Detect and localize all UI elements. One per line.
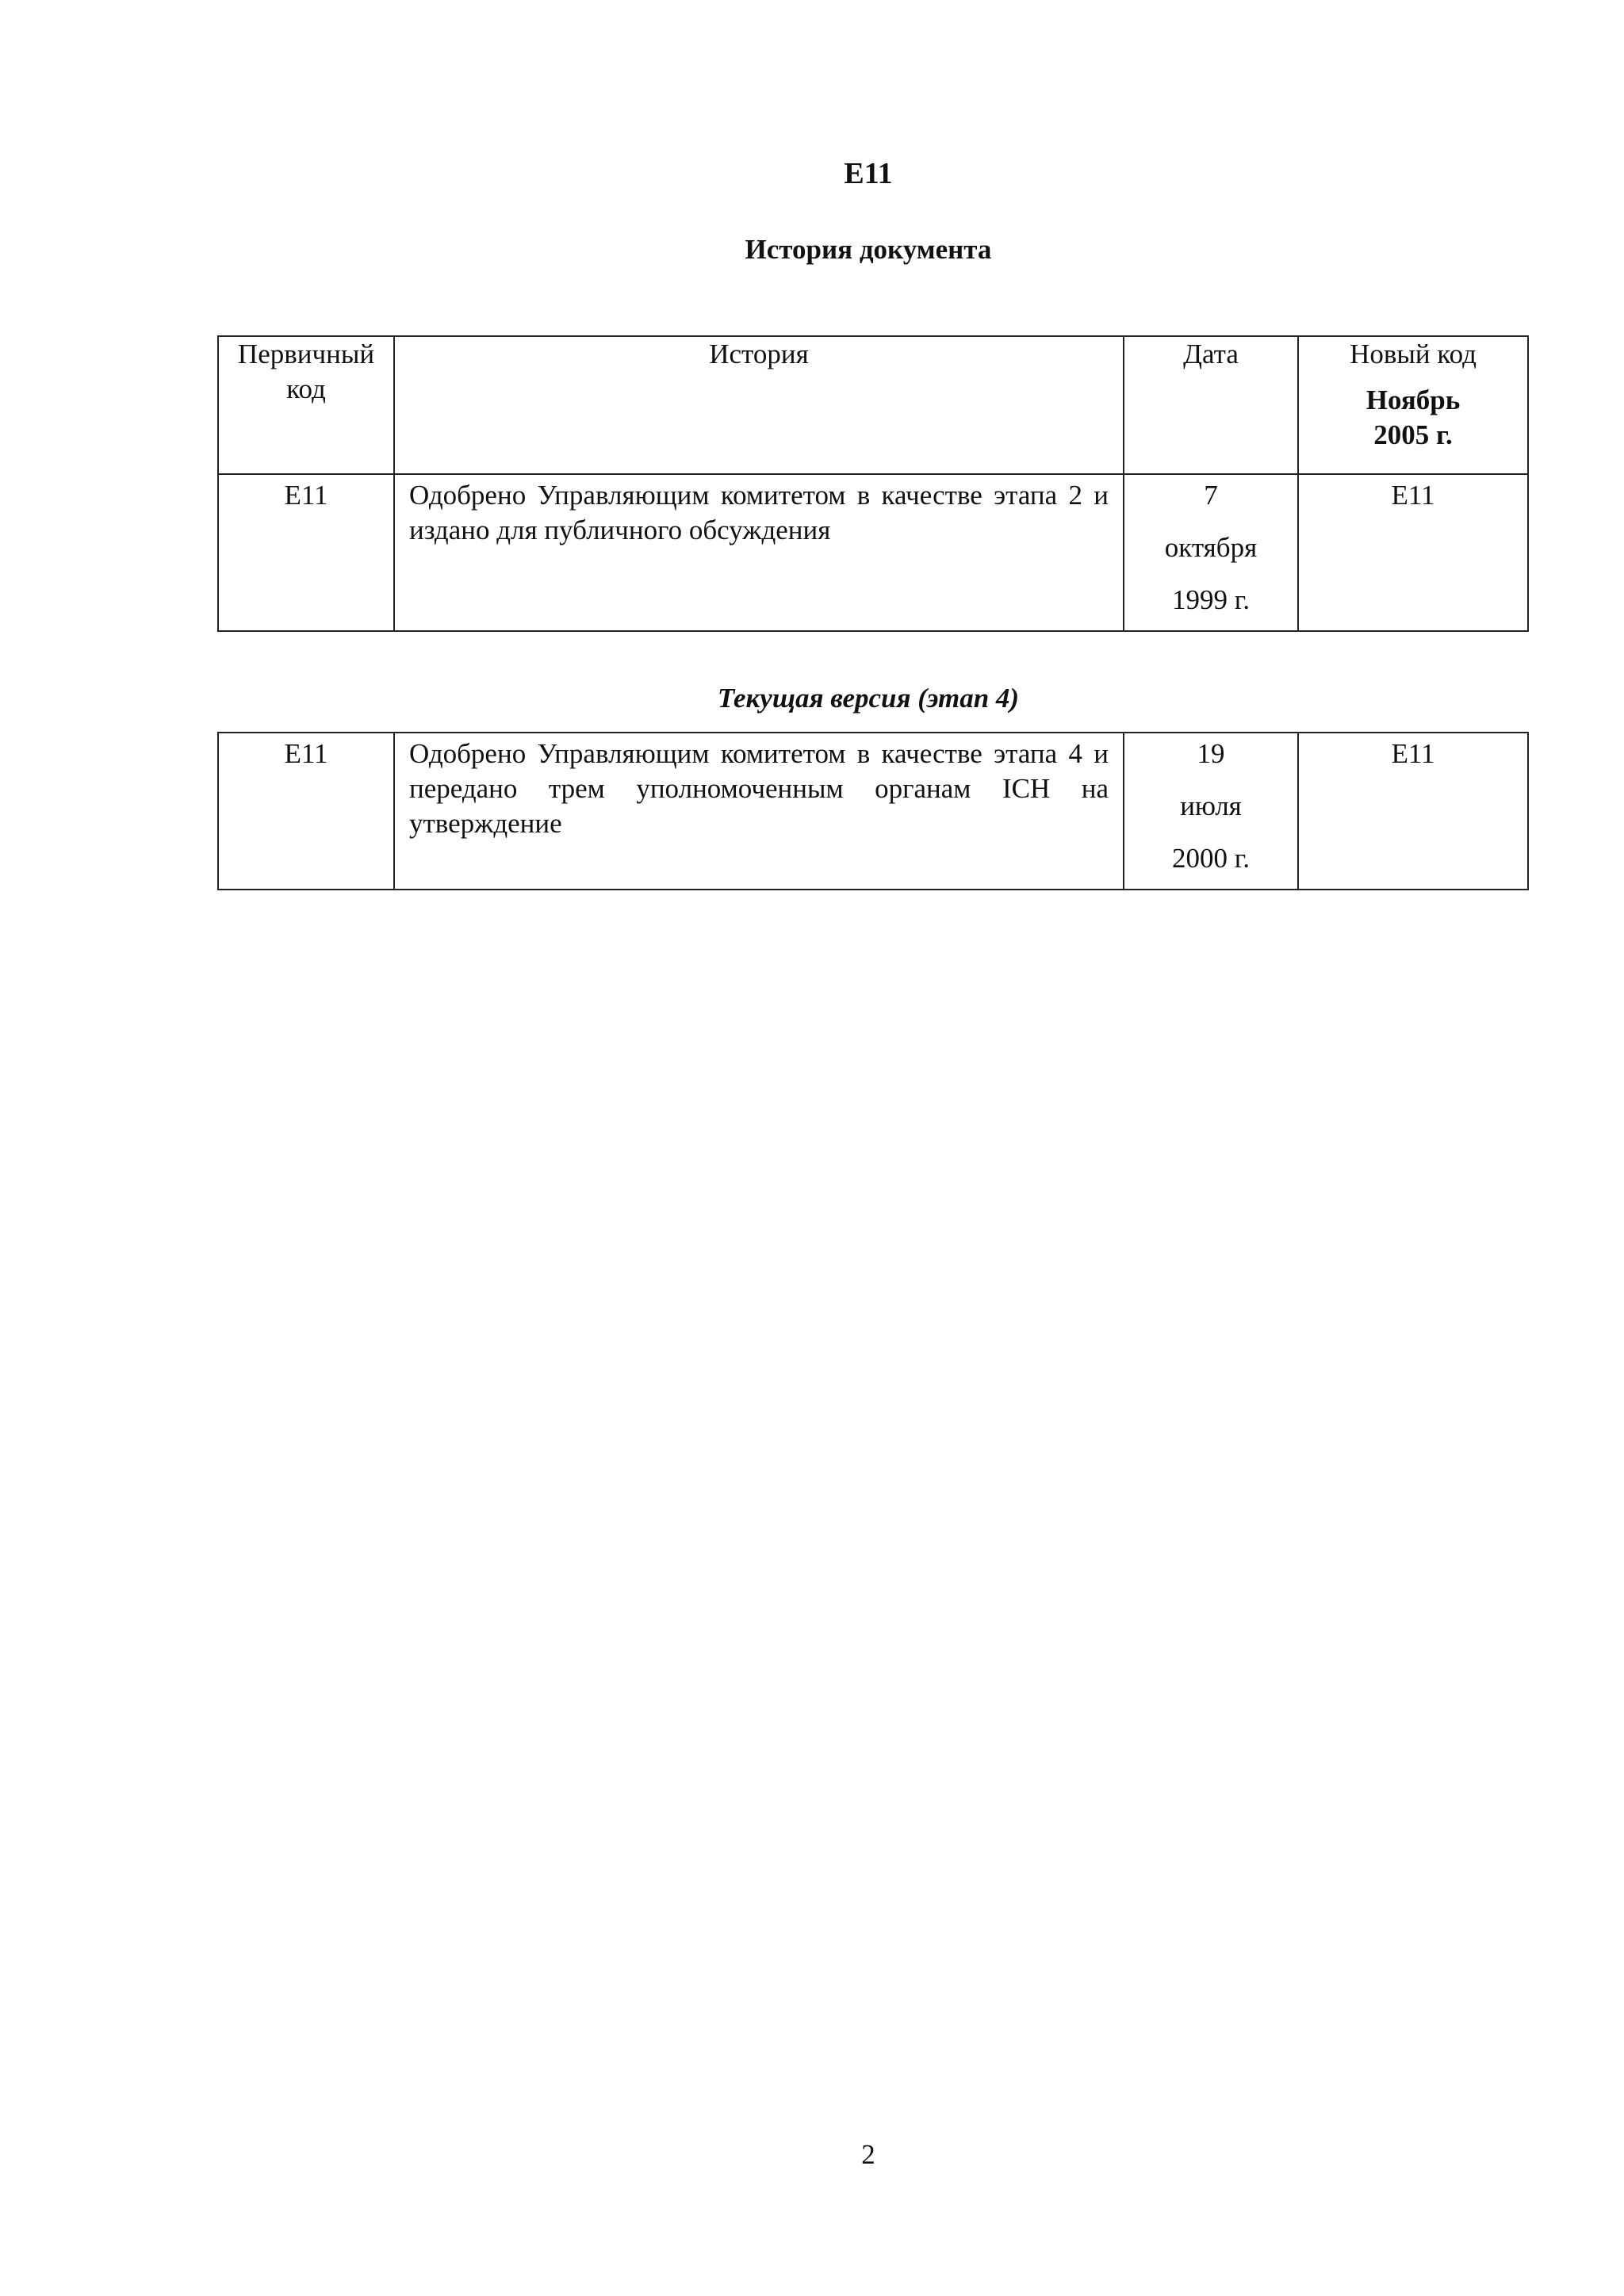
header-history-label: История	[709, 339, 809, 369]
row-date	[1124, 733, 1298, 890]
row-date-year: 2000 г.	[1172, 843, 1250, 874]
current-version-title: Текущая версия (этап 4)	[717, 683, 1020, 714]
row-date-day: 19	[1197, 738, 1225, 769]
row-history: Одобрено Управляющим комитетом в качестве этапа 2 и издано для публичного обсуждения	[394, 474, 1124, 631]
row-date-year: 1999 г.	[1172, 584, 1250, 615]
row-new-code: E11	[1298, 474, 1528, 631]
history-table	[217, 335, 1529, 632]
row-date-month: июля	[1180, 790, 1242, 821]
table-header-row	[218, 336, 1528, 474]
header-new-code-year: 2005 г.	[1373, 419, 1453, 450]
header-new-code-month: Ноябрь	[1365, 385, 1461, 415]
page-number: 2	[861, 2139, 875, 2170]
header-primary-code-label: Первичный код	[237, 339, 375, 404]
row-date-day: 7	[1204, 480, 1218, 511]
header-date-label: Дата	[1183, 339, 1239, 369]
header-date	[1124, 336, 1298, 474]
current-version-table	[217, 732, 1529, 890]
row-primary-code: E11	[218, 733, 394, 890]
table-row	[218, 733, 1528, 890]
row-new-code: E11	[1298, 733, 1528, 890]
document-code: E11	[844, 157, 893, 190]
row-history: Одобрено Управляющим комитетом в качестве этапа 4 и передано трем уполномоченным органам ICH на утверждение	[394, 733, 1124, 890]
header-new-code-label: Новый код	[1350, 339, 1477, 369]
header-new-code	[1298, 336, 1528, 474]
row-primary-code: E11	[218, 474, 394, 631]
table-row	[218, 474, 1528, 631]
row-date-month: октября	[1164, 532, 1258, 563]
row-date	[1124, 474, 1298, 631]
header-primary-code	[218, 336, 394, 474]
header-history	[394, 336, 1124, 474]
document-title: История документа	[745, 234, 992, 265]
